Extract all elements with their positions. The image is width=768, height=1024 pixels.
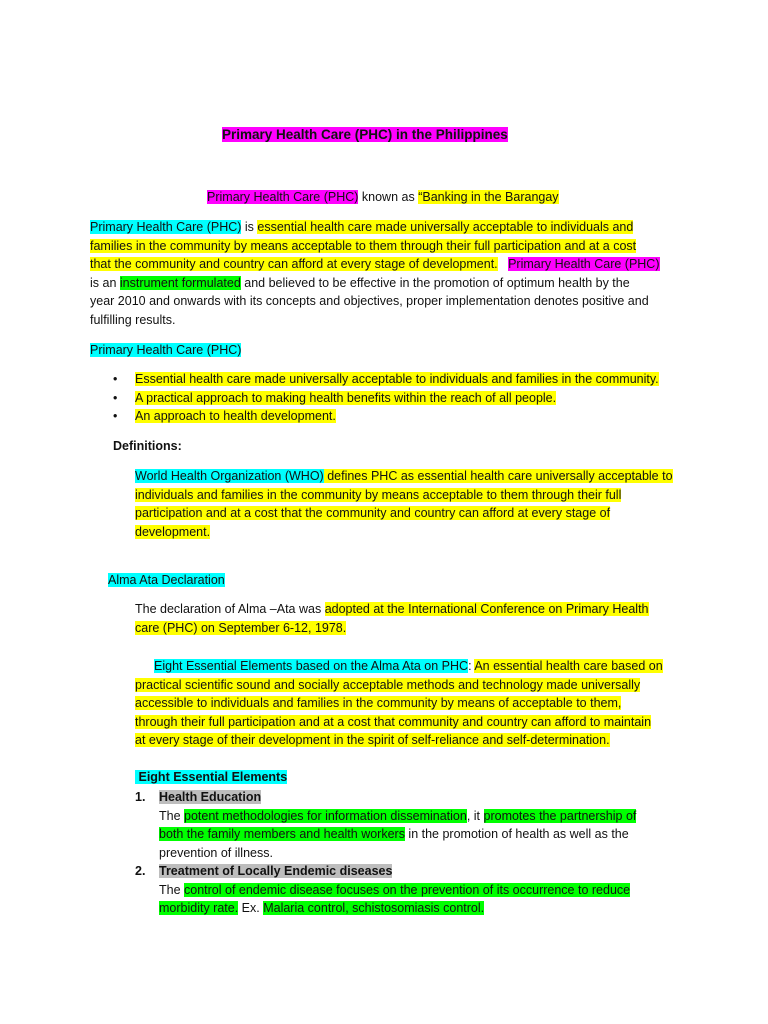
bullet-text: An approach to health development. [135, 409, 336, 424]
eight-elements-paragraph [135, 657, 663, 750]
intro-line-5: year 2010 and onwards with its concepts and objectives, proper implementation denotes positive and [90, 294, 649, 309]
page-title [222, 126, 508, 145]
element-1-family: both the family members and health workers [159, 827, 405, 842]
element-number: 1. [135, 790, 146, 804]
alma-line-1b: adopted at the International Conference on Primary Health [324, 602, 649, 616]
list-item [113, 389, 659, 408]
eight-line-4: through their full participation and at a cost that community and country can afford to maintain [135, 714, 652, 729]
subtitle [207, 188, 559, 207]
subtitle-known-as: known as [358, 190, 419, 204]
eight-line-1: An essential health care based on [474, 659, 663, 673]
element-number: 2. [135, 864, 146, 878]
phc-bullet-list [113, 370, 659, 426]
bullet-text: A practical approach to making health benefits within the reach of all people. [135, 390, 557, 405]
element-2-ex: Ex. [238, 901, 264, 916]
bullet-icon: • [113, 390, 118, 405]
who-line-1: defines PHC as essential health care universally acceptable to [323, 469, 673, 483]
alma-line-1a: The declaration of Alma –Ata was [135, 602, 325, 616]
element-1-promotion: in the promotion of health as well as the [404, 827, 629, 842]
bullet-text: Essential health care made universally acceptable to individuals and families in the community. [135, 372, 659, 386]
element-1-partnership: promotes the partnership of [483, 808, 637, 823]
subtitle-banking: “Banking in the Barangay [418, 190, 559, 204]
alma-ata-heading-text: Alma Ata Declaration [108, 573, 225, 587]
who-line-3: participation and at a cost that the community and country can afford at every stage of [135, 506, 611, 521]
intro-phc-term: Primary Health Care (PHC) [90, 220, 242, 234]
intro-definition: essential health care made universally acceptable to individuals and [257, 220, 634, 234]
title-text: Primary Health Care (PHC) in the Philippines [222, 127, 508, 142]
eight-line-5: at every stage of their development in the spirit of self-reliance and self-determination. [135, 733, 610, 748]
intro-line-6: fulfilling results. [90, 312, 176, 327]
who-paragraph [135, 467, 673, 541]
eight-line-3: accessible to individuals and families in the community by means of acceptable to them, [135, 696, 622, 711]
intro-line-4: and believed to be effective in the promotion of optimum health by the [240, 275, 630, 290]
list-item [113, 407, 659, 426]
element-1-the: The [159, 808, 185, 823]
eight-elements-colon: : [468, 659, 475, 673]
subtitle-phc: Primary Health Care (PHC) [207, 190, 359, 204]
element-2-morbidity: morbidity rate. [159, 901, 239, 916]
alma-ata-heading [108, 571, 225, 590]
eight-line-2: practical scientific sound and socially acceptable methods and technology made universally [135, 677, 641, 692]
who-line-4: development. [135, 524, 211, 539]
who-term: World Health Organization (WHO) [135, 469, 324, 483]
bullet-icon: • [113, 372, 118, 386]
eight-elements-term: Eight Essential Elements based on the Alma Ata on PHC [154, 659, 469, 673]
who-line-2: individuals and families in the community by means acceptable to them through their full [135, 487, 622, 502]
element-item-1 [135, 788, 637, 862]
alma-paragraph [135, 600, 649, 637]
list-item [113, 370, 659, 389]
element-1-prevention: prevention of illness. [159, 845, 273, 860]
element-item-2 [135, 862, 631, 918]
phc-heading [90, 341, 241, 360]
intro-is: is [241, 220, 258, 234]
elements-heading-label: Eight Essential Elements [138, 770, 288, 784]
element-title: Health Education [159, 790, 262, 804]
element-title: Treatment of Locally Endemic diseases [159, 864, 393, 878]
intro-instrument: instrument formulated [119, 275, 241, 290]
intro-phc-term-2: Primary Health Care (PHC) [508, 257, 660, 272]
intro-line-3: that the community and country can afford at every stage of development. [90, 257, 498, 272]
definitions-label: Definitions: [113, 439, 182, 453]
element-2-the: The [159, 882, 185, 897]
element-1-it: , it [466, 808, 484, 823]
intro-line-2: families in the community by means acceptable to them through their full participation and at a cost [90, 238, 637, 253]
element-2-control: control of endemic disease focuses on the prevention of its occurrence to reduce [184, 882, 631, 897]
elements-heading-text [135, 770, 287, 784]
element-2-examples: Malaria control, schistosomiasis control. [263, 901, 485, 916]
intro-paragraph [90, 218, 660, 330]
phc-heading-text: Primary Health Care (PHC) [90, 343, 242, 357]
element-1-methodologies: potent methodologies for information dissemination [184, 808, 467, 823]
intro-is-an: is an [90, 275, 120, 290]
bullet-icon: • [113, 409, 118, 424]
alma-line-2: care (PHC) on September 6-12, 1978. [135, 620, 347, 635]
elements-heading [135, 768, 287, 787]
